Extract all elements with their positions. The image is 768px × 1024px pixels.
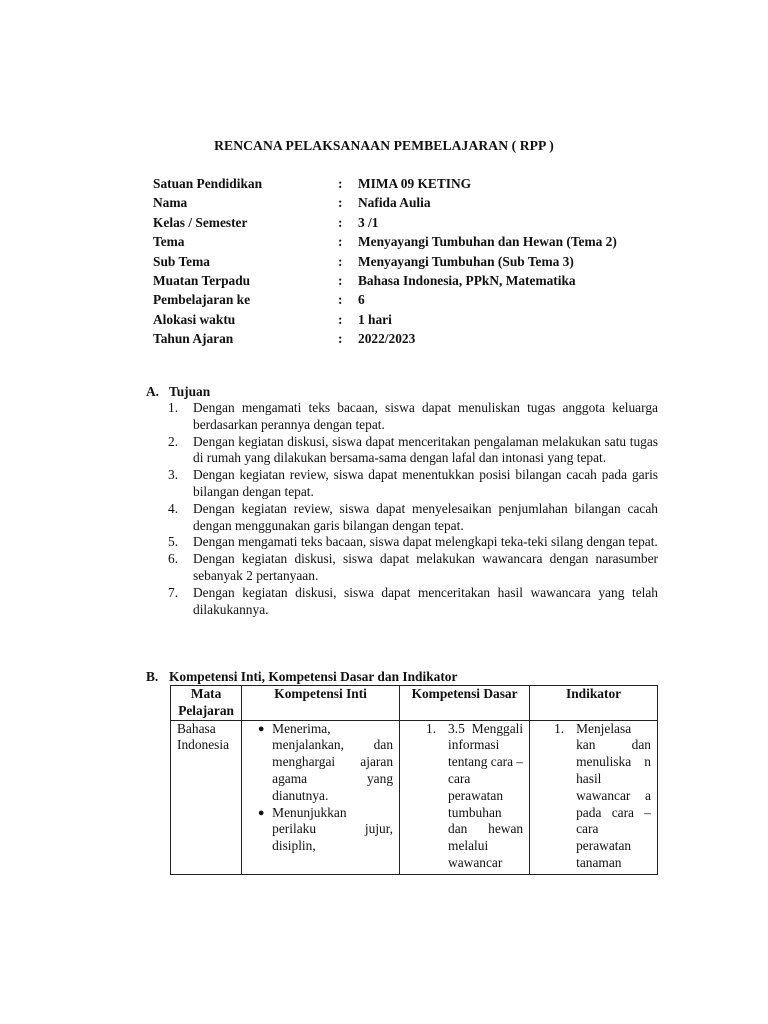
info-label: Pembelajaran ke	[153, 292, 251, 308]
competency-table	[170, 685, 658, 875]
info-value: MIMA 09 KETING	[358, 176, 472, 191]
info-value: 1 hari	[358, 311, 392, 327]
item-number: 6.	[168, 551, 179, 567]
info-colon: :	[338, 292, 343, 308]
item-text: Dengan kegiatan diskusi, siswa dapat menceritakan pengalaman melakukan satu tugas di rumah yang dilakukan bersama-sama dengan lafal dan intonasi yang tepat.	[193, 433, 658, 466]
info-label: Kelas / Semester	[153, 214, 248, 230]
info-value: Bahasa Indonesia, PPkN, Matematika	[358, 273, 576, 289]
info-row-kelas	[153, 213, 653, 232]
info-label: Sub Tema	[153, 253, 210, 269]
info-label: Satuan Pendidikan	[153, 176, 263, 191]
section-letter: B.	[146, 669, 159, 684]
objectives-list	[168, 400, 658, 618]
item-number: 1.	[554, 720, 565, 736]
info-label: Tahun Ajaran	[153, 331, 234, 347]
item-text: Dengan mengamati teks bacaan, siswa dapat menuliskan tugas anggota keluarga berdasarkan perannya dengan tepat.	[193, 400, 658, 432]
cell-kompetensi-dasar	[400, 720, 530, 874]
list-item	[248, 805, 393, 855]
info-colon: :	[338, 176, 343, 191]
info-row-satuan	[153, 174, 653, 193]
document-title: RENCANA PELAKSANAAN PEMBELAJARAN ( RPP )	[214, 138, 554, 153]
item-text: Menunjukkan perilaku jujur, disiplin,	[272, 804, 394, 854]
list-item	[168, 467, 658, 501]
info-row-subtema	[153, 252, 653, 271]
kd-item	[406, 721, 523, 872]
item-number: 1.	[426, 720, 437, 736]
cell-mata-pelajaran: Bahasa Indonesia	[171, 720, 242, 874]
list-item	[168, 585, 658, 619]
cell-indikator	[530, 720, 658, 874]
identity-block	[153, 174, 653, 349]
item-text: Menerima, menjalankan, dan menghargai ajaran agama yang dianutnya.	[272, 720, 394, 803]
cell-kompetensi-inti	[242, 720, 400, 874]
info-row-muatan	[153, 271, 653, 290]
info-colon: :	[338, 195, 343, 211]
table-row	[171, 720, 658, 874]
item-number: 5.	[168, 534, 179, 550]
item-text: Dengan kegiatan review, siswa dapat menentukkan posisi bilangan cacah pada garis bilangan dengan tepat.	[193, 467, 658, 499]
item-text: Dengan kegiatan diskusi, siswa dapat melakukan wawancara dengan narasumber sebanyak 2 pertanyaan.	[193, 551, 658, 583]
info-value: Menyayangi Tumbuhan (Sub Tema 3)	[358, 253, 574, 269]
header-indikator: Indikator	[530, 686, 658, 721]
bullet-icon: ●	[257, 722, 265, 735]
table-header-row	[171, 686, 658, 721]
info-value: Menyayangi Tumbuhan dan Hewan (Tema 2)	[358, 234, 617, 250]
info-row-alokasi	[153, 310, 653, 329]
section-title: Tujuan	[169, 384, 211, 399]
info-row-nama	[153, 193, 653, 212]
info-colon: :	[338, 214, 343, 230]
info-row-tema	[153, 232, 653, 251]
item-text: Dengan kegiatan diskusi, siswa dapat menceritakan hasil wawancara yang telah dilakukannya.	[193, 584, 658, 617]
info-value: Nafida Aulia	[358, 195, 431, 211]
header-kompetensi-dasar: Kompetensi Dasar	[400, 686, 530, 721]
header-mata-pelajaran: Mata Pelajaran	[171, 686, 242, 721]
section-b-heading	[146, 669, 457, 686]
item-number: 3.	[168, 467, 179, 483]
item-text: Menjelasa kan dan menuliska n hasil wawancar a pada cara – cara perawatan tanaman	[576, 720, 651, 870]
item-text: 3.5 Menggali informasi tentang cara – cara perawatan tumbuhan dan hewan melalui wawancar	[448, 720, 524, 870]
item-number: 1.	[168, 400, 179, 415]
item-number: 7.	[168, 584, 179, 600]
list-item	[168, 400, 658, 434]
info-value: 6	[358, 292, 365, 308]
info-colon: :	[338, 234, 343, 250]
indikator-item	[536, 721, 651, 872]
info-row-pembelajaran	[153, 290, 653, 309]
list-item	[168, 434, 658, 468]
list-item	[248, 721, 393, 805]
item-text: Dengan kegiatan review, siswa dapat menyelesaikan penjumlahan bilangan cacah dengan menggunakan garis bilangan dengan tepat.	[193, 500, 658, 533]
header-kompetensi-inti: Kompetensi Inti	[242, 686, 400, 721]
info-label: Muatan Terpadu	[153, 273, 251, 289]
list-item	[168, 501, 658, 535]
info-value: 2022/2023	[358, 331, 416, 347]
item-number: 4.	[168, 500, 179, 516]
ki-list	[248, 721, 393, 855]
list-item	[168, 534, 658, 551]
section-letter: A.	[146, 384, 160, 399]
info-colon: :	[338, 331, 343, 347]
info-colon: :	[338, 311, 343, 327]
list-item	[168, 551, 658, 585]
section-title: Kompetensi Inti, Kompetensi Dasar dan Indikator	[169, 669, 458, 684]
info-value: 3 /1	[358, 214, 379, 230]
info-label: Nama	[153, 195, 188, 211]
info-colon: :	[338, 253, 343, 269]
info-colon: :	[338, 273, 343, 289]
info-row-tahun	[153, 329, 653, 348]
bullet-icon: ●	[257, 806, 265, 819]
section-a-heading	[146, 384, 210, 401]
item-number: 2.	[168, 433, 179, 449]
info-label: Tema	[153, 234, 185, 250]
info-label: Alokasi waktu	[153, 311, 236, 327]
item-text: Dengan mengamati teks bacaan, siswa dapat melengkapi teka-teki silang dengan tepat.	[193, 534, 658, 550]
